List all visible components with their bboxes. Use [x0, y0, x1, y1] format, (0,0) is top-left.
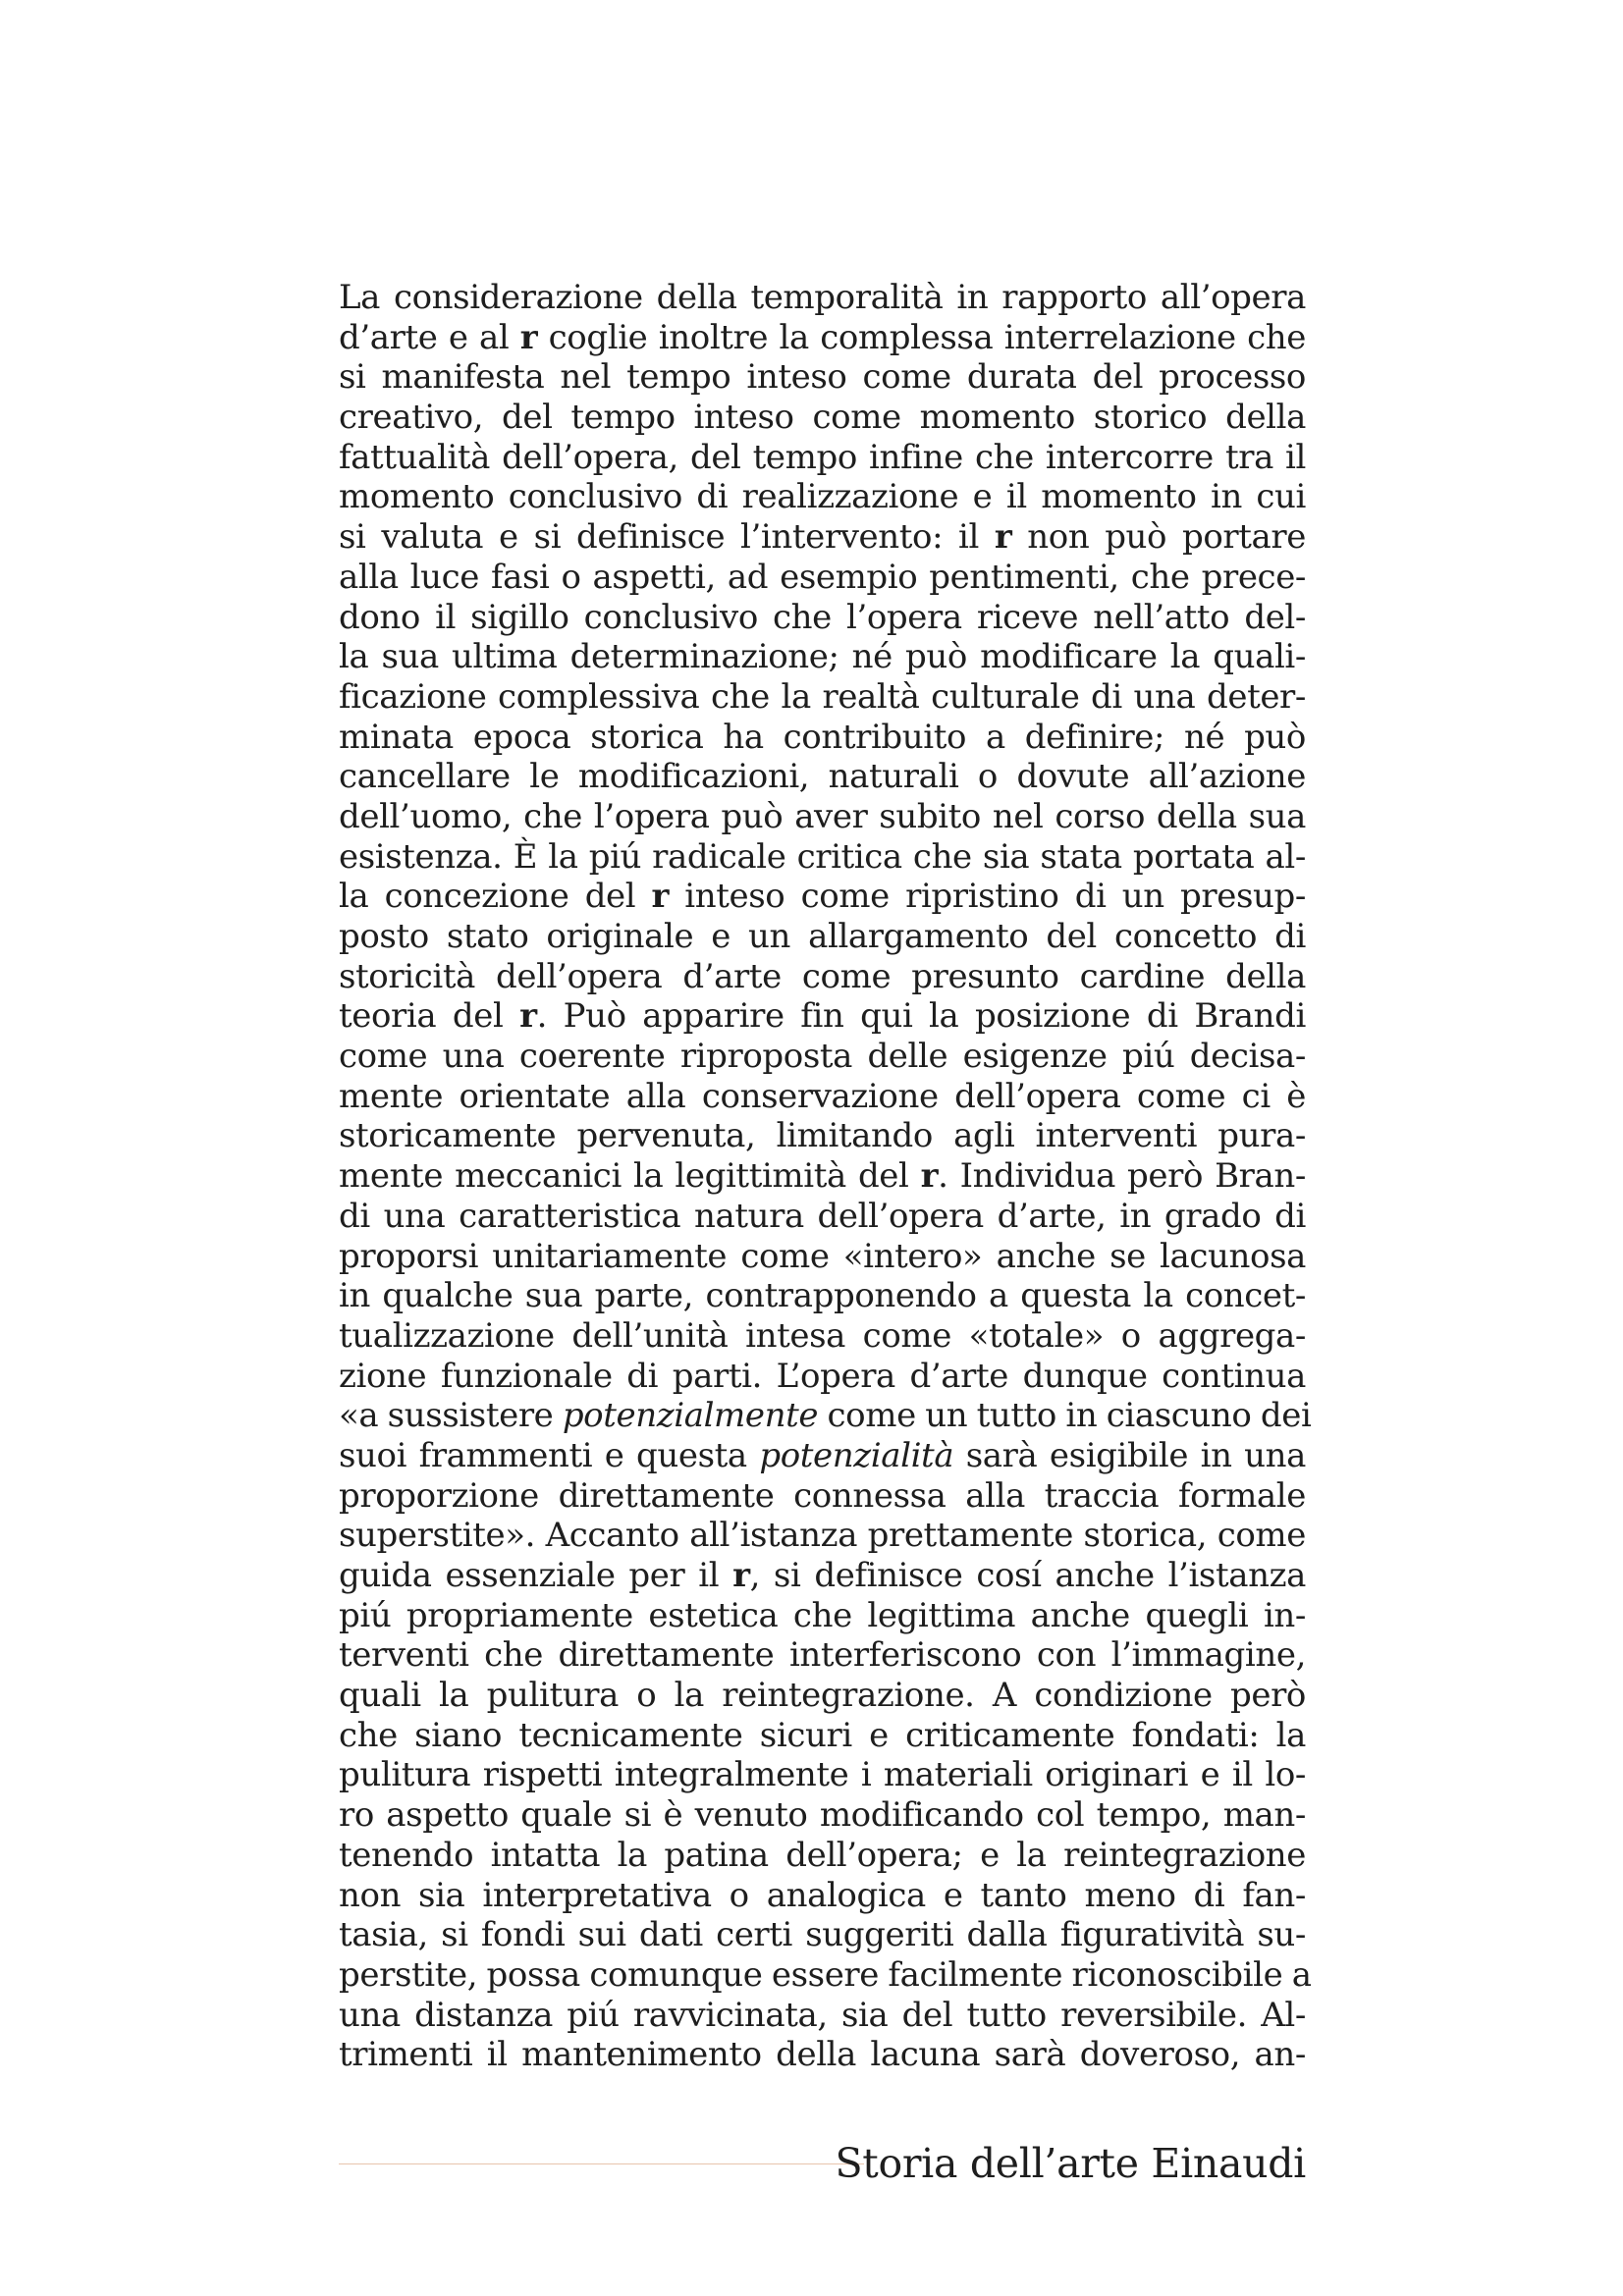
- body-text: [339, 278, 1312, 2075]
- text-run: mente meccanici la legittimità del: [339, 1156, 921, 1197]
- text-run: quali la pulitura o la reintegrazione. A condizione però: [339, 1676, 1306, 1716]
- text-run: creativo, del tempo inteso come momento storico della: [339, 398, 1306, 438]
- text-line: [339, 718, 1306, 758]
- text-line: [339, 1795, 1306, 1836]
- text-run: perstite, possa comunque essere facilmente riconoscibile a: [339, 1954, 1312, 1995]
- text-run: pulitura rispetti integralmente i materiali originari e il lo-: [339, 1755, 1306, 1795]
- text-line: [339, 837, 1306, 878]
- text-line: [339, 1357, 1306, 1397]
- text-run: di una caratteristica natura dell’opera d’arte, in grado di: [339, 1196, 1306, 1236]
- text-line: [339, 1396, 1312, 1436]
- text-line: [339, 2035, 1306, 2075]
- text-line: [339, 1476, 1306, 1517]
- text-line: [339, 558, 1306, 598]
- text-run: la concezione del: [339, 877, 652, 917]
- text-run: proporsi unitariamente come «intero» anche se lacunosa: [339, 1236, 1306, 1276]
- text-run: terventi che direttamente interferiscono con l’immagine,: [339, 1635, 1306, 1676]
- text-line: [339, 1716, 1306, 1756]
- text-run: momento conclusivo di realizzazione e il momento in cui: [339, 477, 1306, 517]
- text-line: [339, 477, 1306, 517]
- italic-term: potenzialità: [759, 1435, 954, 1475]
- text-line: [339, 957, 1306, 997]
- text-run: posto stato originale e un allargamento del concetto di: [339, 917, 1306, 956]
- text-line: [339, 1316, 1306, 1357]
- text-line: [339, 677, 1306, 718]
- text-run: dono il sigillo conclusivo che l’opera riceve nell’atto del-: [339, 597, 1306, 637]
- text-line: [339, 1676, 1306, 1716]
- text-line: [339, 1276, 1306, 1316]
- text-line: [339, 1156, 1306, 1197]
- text-run: suoi frammenti e questa: [339, 1435, 760, 1475]
- text-line: [339, 1556, 1306, 1596]
- bold-abbreviation: r: [732, 1556, 750, 1595]
- text-line: [339, 1516, 1306, 1556]
- text-run: guida essenziale per il: [339, 1556, 733, 1595]
- text-run: d’arte e al: [339, 317, 520, 357]
- text-line: [339, 917, 1306, 957]
- bold-abbreviation: r: [651, 877, 670, 917]
- text-line: [339, 1836, 1306, 1876]
- text-run: come un tutto in ciascuno dei: [818, 1396, 1312, 1436]
- text-line: [339, 1237, 1306, 1277]
- text-run: , si definisce cosí anche l’istanza: [749, 1556, 1306, 1595]
- bold-abbreviation: r: [920, 1156, 939, 1197]
- text-line: [339, 438, 1306, 478]
- text-run: dell’uomo, che l’opera può aver subito nel corso della sua: [339, 796, 1306, 836]
- text-run: in qualche sua parte, contrapponendo a questa la concet-: [339, 1276, 1306, 1316]
- text-line: [339, 1996, 1306, 2036]
- text-run: sarà esigibile in una: [953, 1435, 1306, 1475]
- text-line: [339, 996, 1306, 1037]
- text-run: minata epoca storica ha contribuito a definire; né può: [339, 717, 1306, 757]
- bold-abbreviation: r: [519, 996, 537, 1037]
- text-line: [339, 637, 1306, 677]
- text-run: zione funzionale di parti. L’opera d’arte dunque continua: [339, 1356, 1306, 1396]
- text-run: alla luce fasi o aspetti, ad esempio pentimenti, che prece-: [339, 557, 1306, 597]
- text-run: si manifesta nel tempo inteso come durata del processo: [339, 357, 1306, 398]
- text-run: coglie inoltre la complessa interrelazione che: [537, 317, 1306, 357]
- text-run: cancellare le modificazioni, naturali o dovute all’azione: [339, 757, 1306, 797]
- text-line: [339, 1876, 1306, 1916]
- text-run: piú propriamente estetica che legittima anche quegli in-: [339, 1595, 1306, 1635]
- bold-abbreviation: r: [519, 317, 538, 357]
- text-run: tenendo intatta la patina dell’opera; e la reintegrazione: [339, 1835, 1306, 1875]
- text-run: che siano tecnicamente sicuri e criticamente fondati: la: [339, 1715, 1306, 1755]
- text-line: [339, 398, 1306, 438]
- text-line: [339, 1635, 1306, 1676]
- text-line: [339, 598, 1306, 638]
- text-line: [339, 1954, 1312, 1996]
- text-line: [339, 1915, 1306, 1955]
- text-run: storicità dell’opera d’arte come presunto cardine della: [339, 956, 1306, 996]
- footer-title: Storia dell’arte Einaudi: [835, 2140, 1306, 2187]
- text-run: esistenza. È la piú radicale critica che sia stata portata al-: [339, 836, 1306, 877]
- text-run: si valuta e si definisce l’intervento: il: [339, 517, 995, 558]
- text-run: non può portare: [1011, 517, 1306, 558]
- text-run: ro aspetto quale si è venuto modificando col tempo, man-: [339, 1795, 1306, 1836]
- text-line: [339, 1197, 1306, 1237]
- text-line: [339, 797, 1306, 837]
- text-line: [339, 278, 1306, 318]
- text-run: «a sussistere: [339, 1396, 563, 1436]
- text-run: . Può apparire fin qui la posizione di Brandi: [536, 996, 1306, 1037]
- text-line: [339, 1596, 1306, 1636]
- text-line: [339, 877, 1306, 917]
- text-line: [339, 1116, 1306, 1156]
- text-line: [339, 1077, 1306, 1117]
- text-run: proporzione direttamente connessa alla traccia formale: [339, 1475, 1306, 1516]
- text-line: [339, 517, 1306, 558]
- text-run: tualizzazione dell’unità intesa come «totale» o aggrega-: [339, 1315, 1306, 1356]
- text-run: come una coerente riproposta delle esigenze piú decisa-: [339, 1037, 1306, 1077]
- text-run: teoria del: [339, 996, 520, 1037]
- text-run: la sua ultima determinazione; né può modificare la quali-: [339, 637, 1306, 677]
- text-run: non sia interpretativa o analogica e tanto meno di fan-: [339, 1875, 1306, 1915]
- text-run: trimenti il mantenimento della lacuna sarà doveroso, an-: [339, 2035, 1306, 2075]
- text-run: . Individua però Bran-: [938, 1156, 1306, 1197]
- bold-abbreviation: r: [994, 517, 1012, 558]
- text-run: fattualità dell’opera, del tempo infine che intercorre tra il: [339, 437, 1306, 477]
- text-line: [339, 1755, 1306, 1795]
- text-run: La considerazione della temporalità in rapporto all’opera: [339, 278, 1306, 317]
- text-line: [339, 1436, 1306, 1476]
- text-run: mente orientate alla conservazione dell’opera come ci è: [339, 1076, 1306, 1116]
- text-run: tasia, si fondi sui dati certi suggeriti dalla figuratività su-: [339, 1915, 1306, 1955]
- italic-term: potenzialmente: [562, 1396, 819, 1436]
- text-line: [339, 757, 1306, 797]
- text-run: storicamente pervenuta, limitando agli interventi pura-: [339, 1116, 1306, 1156]
- text-run: superstite». Accanto all’istanza prettamente storica, come: [339, 1516, 1306, 1556]
- text-run: inteso come ripristino di un presup-: [669, 877, 1306, 917]
- text-run: una distanza piú ravvicinata, sia del tutto reversibile. Al-: [339, 1995, 1306, 2035]
- footer-rule: [339, 2163, 864, 2164]
- text-run: ficazione complessiva che la realtà culturale di una deter-: [339, 676, 1306, 717]
- text-line: [339, 1037, 1306, 1077]
- text-line: [339, 357, 1306, 398]
- text-line: [339, 318, 1306, 358]
